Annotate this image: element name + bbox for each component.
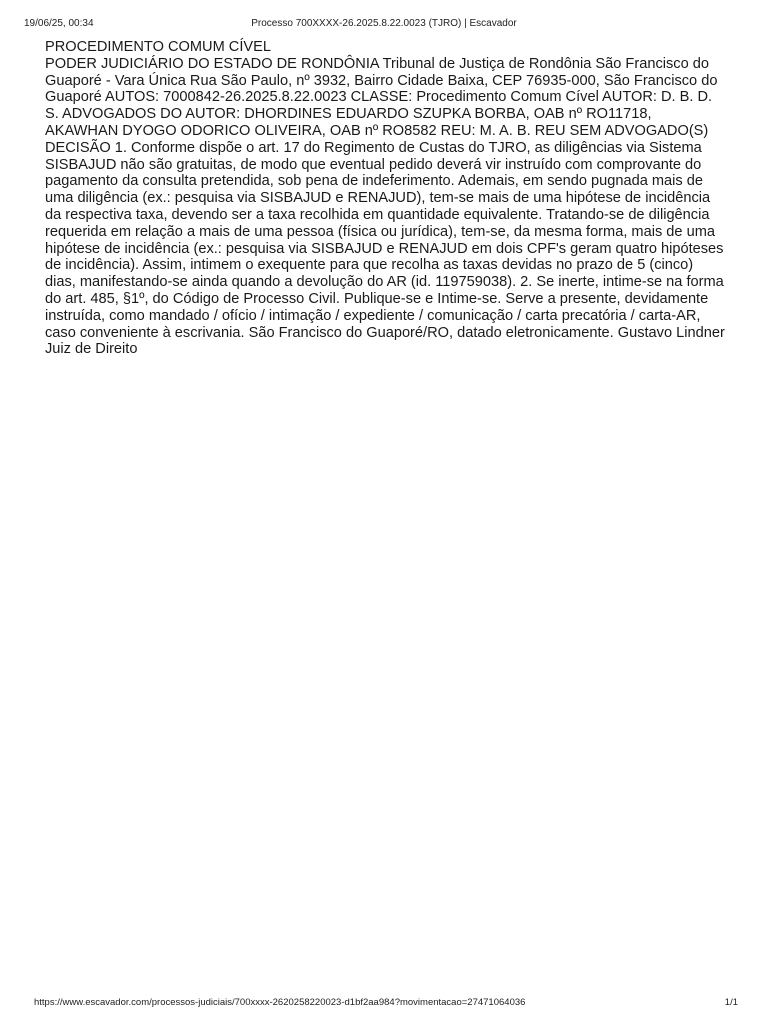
document-heading: PROCEDIMENTO COMUM CÍVEL [45, 39, 271, 55]
document-content [45, 39, 725, 358]
print-footer [34, 996, 738, 1010]
footer-page-number: 1/1 [724, 997, 738, 1008]
footer-url: https://www.escavador.com/processos-judiciais/700xxxx-2620258220023-d1bf2aa984?movimentacao=27471064036 [34, 997, 526, 1008]
document-body: PODER JUDICIÁRIO DO ESTADO DE RONDÔNIA Tribunal de Justiça de Rondônia São Francisco do Guaporé - Vara Única Rua São Paulo, nº 3932, Bairro Cidade Baixa, CEP 76935-000, São Francisco do Guaporé AUTOS: 7000842-26.2025.8.22.0023 CLASSE: Procedimento Comum Cível AUTOR: D. B. D. S. ADVOGADOS DO AUTOR: DHORDINES EDUARDO SZUPKA BORBA, OAB nº RO11718, AKAWHAN DYOGO ODORICO OLIVEIRA, OAB nº RO8582 REU: M. A. B. REU SEM ADVOGADO(S) DECISÃO 1. Conforme dispõe o art. 17 do Regimento de Custas do TJRO, as diligências via Sistema SISBAJUD não são gratuitas, de modo que eventual pedido deverá vir instruído com comprovante do pagamento da consulta pretendida, sob pena de indeferimento. Ademais, em sendo pugnada mais de uma diligência (ex.: pesquisa via SISBAJUD e RENAJUD), tem-se mais de uma hipótese de incidência da respectiva taxa, devendo ser a taxa recolhida em quantidade equivalente. Tratando-se de diligência requerida em relação a mais de uma pessoa (física ou jurídica), tem-se, da mesma forma, mais de uma hipótese de incidência (ex.: pesquisa via SISBAJUD e RENAJUD em dois CPF's geram quatro hipóteses de incidência). Assim, intimem o exequente para que recolha as taxas devidas no prazo de 5 (cinco) dias, manifestando-se ainda quando a devolução do AR (id. 119759038). 2. Se inerte, intime-se na forma do art. 485, §1º, do Código de Processo Civil. Publique-se e Intime-se. Serve a presente, devidamente instruída, como mandado / ofício / intimação / expediente / comunicação / carta precatória / carta-AR, caso conveniente à escrivania. São Francisco do Guaporé/RO, datado eletronicamente. Gustavo Lindner Juiz de Direito [45, 55, 725, 358]
print-date: 19/06/25, 00:34 [24, 18, 94, 29]
print-header [24, 16, 744, 32]
print-title: Processo 700XXXX-26.2025.8.22.0023 (TJRO) | Escavador [251, 18, 517, 29]
